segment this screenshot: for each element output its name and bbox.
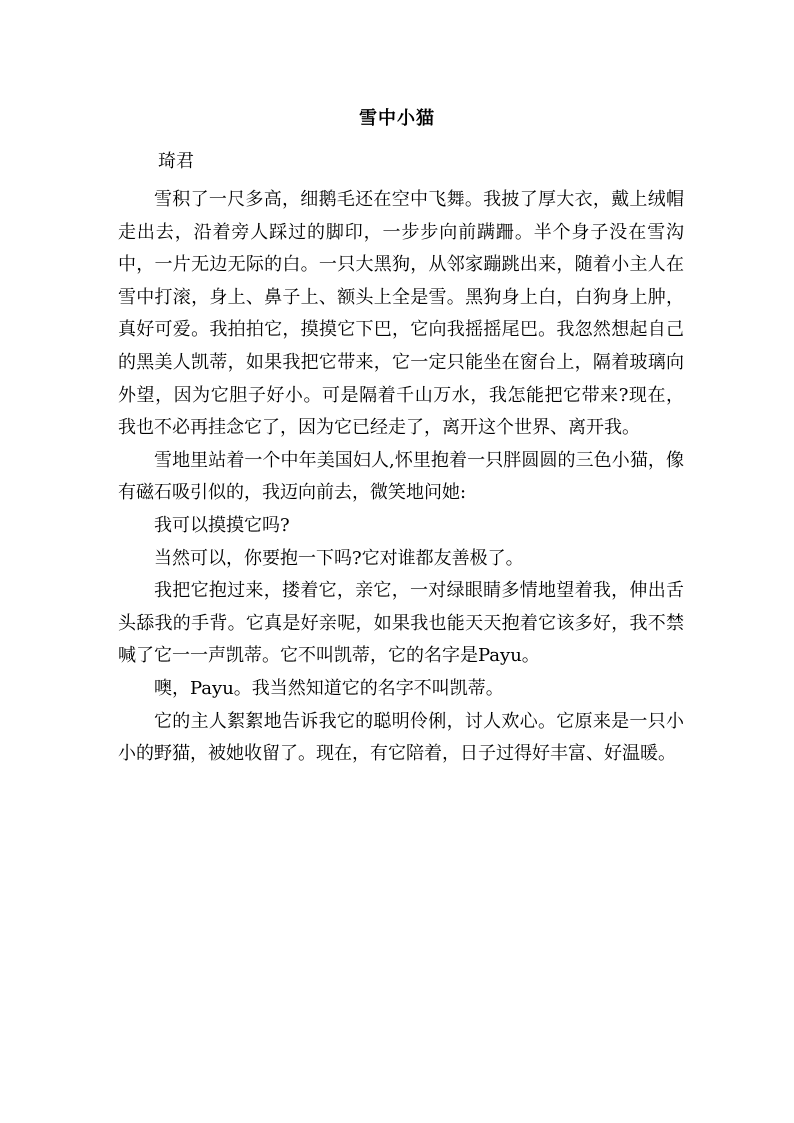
paragraph: 我把它抱过来，搂着它，亲它，一对绿眼睛多情地望着我，伸出舌头舔我的手背。它真是好亲呢，如果我也能天天抱着它该多好，我不禁喊了它一一声凯蒂。它不叫凯蒂，它的名字是Payu。	[118, 580, 684, 667]
paragraph: 当然可以，你要抱一下吗?它对谁都友善极了。	[154, 547, 524, 569]
document-title: 雪中小猫	[359, 108, 435, 129]
paragraph: 我可以摸摸它吗?	[154, 514, 290, 536]
article-body	[118, 184, 684, 771]
paragraph: 雪积了一尺多高，细鹅毛还在空中飞舞。我披了厚大衣，戴上绒帽走出去，沿着旁人踩过的脚印，一步步向前蹒跚。半个身子没在雪沟中，一片无边无际的白。一只大黑狗，从邻家蹦跳出来，随着小主人在雪中打滚，身上、鼻子上、额头上全是雪。黑狗身上白，白狗身上肿，真好可爱。我拍拍它，摸摸它下巴，它向我摇摇尾巴。我忽然想起自己的黑美人凯蒂，如果我把它带来，它一定只能坐在窗台上，隔着玻璃向外望，因为它胆子好小。可是隔着千山万水，我怎能把它带来?现在，我也不必再挂念它了，因为它已经走了，离开这个世界、离开我。	[118, 189, 684, 439]
paragraph: 它的主人絮絮地告诉我它的聪明伶俐，讨人欢心。它原来是一只小小的野猫，被她收留了。现在，有它陪着，日子过得好丰富、好温暖。	[118, 710, 684, 765]
author-name: 琦君	[158, 151, 194, 172]
paragraph: 雪地里站着一个中年美国妇人,怀里抱着一只胖圆圆的三色小猫，像有磁石吸引似的，我迈向前去，微笑地问她:	[118, 449, 684, 504]
paragraph: 噢，Payu。我当然知道它的名字不叫凯蒂。	[154, 677, 504, 699]
